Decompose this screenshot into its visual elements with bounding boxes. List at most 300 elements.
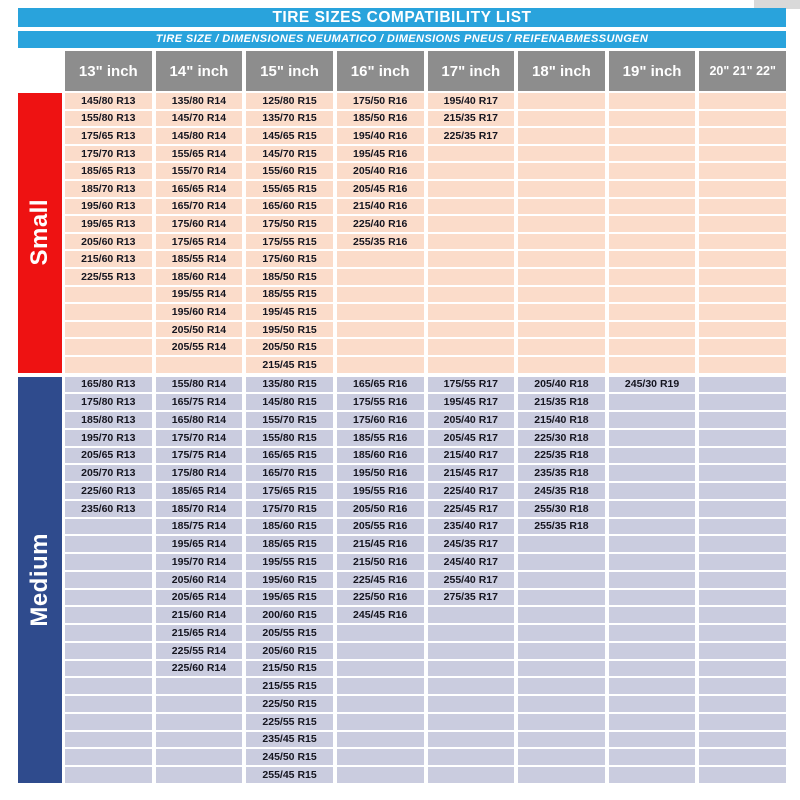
tire-size-cell: 205/45 R16 bbox=[337, 181, 424, 197]
tire-size-cell: 175/65 R14 bbox=[156, 234, 243, 250]
tire-size-cell bbox=[65, 607, 152, 623]
tire-column bbox=[518, 377, 605, 783]
tire-size-cell bbox=[518, 287, 605, 303]
tire-size-cell: 235/45 R15 bbox=[246, 732, 333, 748]
tire-size-cell bbox=[699, 163, 786, 179]
tire-size-cell: 205/65 R13 bbox=[65, 448, 152, 464]
tire-size-cell: 165/80 R14 bbox=[156, 412, 243, 428]
tire-size-cell bbox=[699, 93, 786, 109]
tire-size-cell bbox=[609, 146, 696, 162]
tire-size-cell: 225/60 R14 bbox=[156, 661, 243, 677]
tire-size-cell bbox=[337, 661, 424, 677]
tire-size-cell bbox=[65, 304, 152, 320]
tire-size-cell: 195/70 R13 bbox=[65, 430, 152, 446]
tire-size-cell bbox=[65, 590, 152, 606]
grid-small bbox=[65, 93, 786, 373]
tire-size-cell bbox=[699, 696, 786, 712]
tire-size-cell bbox=[699, 216, 786, 232]
tire-size-cell bbox=[156, 767, 243, 783]
tire-size-cell bbox=[518, 607, 605, 623]
tire-size-cell: 255/45 R15 bbox=[246, 767, 333, 783]
tire-size-cell bbox=[518, 714, 605, 730]
tire-size-cell bbox=[699, 181, 786, 197]
tire-size-cell bbox=[65, 661, 152, 677]
grid-medium bbox=[65, 377, 786, 783]
tire-size-cell bbox=[65, 714, 152, 730]
tire-size-cell: 165/75 R14 bbox=[156, 394, 243, 410]
tire-size-cell: 225/50 R16 bbox=[337, 590, 424, 606]
tire-size-cell: 155/80 R13 bbox=[65, 111, 152, 127]
tire-size-cell bbox=[518, 251, 605, 267]
tire-column bbox=[156, 377, 243, 783]
tire-size-cell bbox=[609, 322, 696, 338]
tire-size-cell: 195/45 R17 bbox=[428, 394, 515, 410]
tire-size-cell bbox=[609, 357, 696, 373]
tire-size-cell: 205/60 R13 bbox=[65, 234, 152, 250]
tire-size-cell bbox=[699, 483, 786, 499]
tire-size-cell: 215/40 R16 bbox=[337, 199, 424, 215]
tire-size-cell bbox=[609, 251, 696, 267]
tire-size-cell: 245/45 R16 bbox=[337, 607, 424, 623]
tire-size-cell bbox=[518, 216, 605, 232]
tire-size-cell bbox=[609, 216, 696, 232]
tire-size-cell: 215/35 R17 bbox=[428, 111, 515, 127]
tire-size-cell: 225/35 R18 bbox=[518, 448, 605, 464]
tire-size-cell bbox=[609, 661, 696, 677]
tire-size-cell: 225/35 R17 bbox=[428, 128, 515, 144]
tire-size-cell bbox=[699, 412, 786, 428]
tire-size-cell bbox=[699, 357, 786, 373]
tire-size-cell bbox=[156, 732, 243, 748]
column-header-row bbox=[65, 51, 786, 91]
tire-size-cell bbox=[609, 394, 696, 410]
tire-size-cell: 185/80 R13 bbox=[65, 412, 152, 428]
tire-size-cell bbox=[428, 339, 515, 355]
tire-size-cell bbox=[609, 128, 696, 144]
tire-size-cell bbox=[65, 643, 152, 659]
tire-size-cell: 165/70 R15 bbox=[246, 465, 333, 481]
tire-size-cell bbox=[609, 181, 696, 197]
tire-size-cell bbox=[428, 732, 515, 748]
tire-size-cell bbox=[699, 448, 786, 464]
tire-size-cell: 165/65 R14 bbox=[156, 181, 243, 197]
tire-size-cell: 200/60 R15 bbox=[246, 607, 333, 623]
section-small bbox=[18, 93, 786, 373]
tire-size-cell bbox=[699, 111, 786, 127]
tire-size-cell bbox=[609, 269, 696, 285]
tire-size-cell bbox=[428, 607, 515, 623]
tire-size-cell bbox=[699, 322, 786, 338]
tire-size-cell bbox=[699, 394, 786, 410]
tire-size-cell bbox=[428, 643, 515, 659]
tire-size-cell bbox=[518, 93, 605, 109]
tire-size-cell: 145/80 R15 bbox=[246, 394, 333, 410]
tire-size-cell bbox=[156, 696, 243, 712]
tire-size-cell bbox=[609, 696, 696, 712]
tire-size-cell bbox=[609, 111, 696, 127]
tire-size-cell bbox=[609, 643, 696, 659]
tire-size-cell: 185/50 R15 bbox=[246, 269, 333, 285]
tire-size-cell: 185/75 R14 bbox=[156, 519, 243, 535]
tire-size-cell bbox=[518, 749, 605, 765]
tire-size-cell bbox=[609, 572, 696, 588]
tire-size-cell bbox=[518, 590, 605, 606]
tire-size-cell bbox=[699, 536, 786, 552]
tire-size-cell: 165/80 R13 bbox=[65, 377, 152, 393]
tire-size-cell: 145/80 R13 bbox=[65, 93, 152, 109]
tire-size-cell bbox=[428, 661, 515, 677]
tire-size-cell: 215/40 R17 bbox=[428, 448, 515, 464]
tire-size-cell: 235/35 R18 bbox=[518, 465, 605, 481]
section-label-medium-text: Medium bbox=[26, 532, 53, 627]
tire-size-cell: 175/50 R15 bbox=[246, 216, 333, 232]
tire-size-cell bbox=[699, 554, 786, 570]
tire-size-cell: 165/65 R15 bbox=[246, 448, 333, 464]
tire-size-cell bbox=[65, 678, 152, 694]
tire-size-cell: 185/65 R15 bbox=[246, 536, 333, 552]
tire-size-cell: 155/60 R15 bbox=[246, 163, 333, 179]
tire-size-cell: 205/60 R14 bbox=[156, 572, 243, 588]
tire-size-cell bbox=[65, 767, 152, 783]
tire-size-cell: 225/45 R16 bbox=[337, 572, 424, 588]
tire-size-cell bbox=[699, 732, 786, 748]
tire-size-cell bbox=[337, 625, 424, 641]
tire-size-cell bbox=[428, 287, 515, 303]
tire-size-cell: 195/55 R16 bbox=[337, 483, 424, 499]
tire-size-cell: 145/65 R15 bbox=[246, 128, 333, 144]
tire-size-cell: 135/80 R15 bbox=[246, 377, 333, 393]
tire-size-cell: 225/55 R13 bbox=[65, 269, 152, 285]
tire-size-cell: 195/45 R16 bbox=[337, 146, 424, 162]
tire-size-cell bbox=[609, 678, 696, 694]
tire-size-cell: 205/45 R17 bbox=[428, 430, 515, 446]
tire-size-cell bbox=[518, 339, 605, 355]
tire-size-cell bbox=[65, 572, 152, 588]
tire-size-cell bbox=[699, 643, 786, 659]
tire-size-cell: 175/55 R17 bbox=[428, 377, 515, 393]
tire-size-cell bbox=[337, 357, 424, 373]
tire-size-cell: 175/70 R14 bbox=[156, 430, 243, 446]
column-header: 14" inch bbox=[156, 51, 243, 91]
tire-column bbox=[609, 93, 696, 373]
tire-column bbox=[156, 93, 243, 373]
tire-size-cell bbox=[518, 199, 605, 215]
tire-size-cell bbox=[337, 304, 424, 320]
tire-size-cell bbox=[699, 590, 786, 606]
tire-size-cell: 195/50 R15 bbox=[246, 322, 333, 338]
tire-size-cell bbox=[518, 146, 605, 162]
tire-size-cell bbox=[609, 448, 696, 464]
tire-size-cell bbox=[428, 714, 515, 730]
tire-size-cell bbox=[428, 696, 515, 712]
tire-size-cell bbox=[337, 732, 424, 748]
tire-size-cell bbox=[518, 357, 605, 373]
tire-size-cell: 215/65 R14 bbox=[156, 625, 243, 641]
tire-size-cell bbox=[65, 625, 152, 641]
tire-size-cell bbox=[699, 501, 786, 517]
tire-size-cell bbox=[428, 251, 515, 267]
tire-size-cell: 175/55 R15 bbox=[246, 234, 333, 250]
tire-size-cell: 195/45 R15 bbox=[246, 304, 333, 320]
tire-size-cell: 175/60 R14 bbox=[156, 216, 243, 232]
tire-size-cell: 195/60 R13 bbox=[65, 199, 152, 215]
tire-size-cell bbox=[518, 643, 605, 659]
tire-column bbox=[246, 93, 333, 373]
tire-size-cell bbox=[699, 287, 786, 303]
tire-size-cell bbox=[609, 93, 696, 109]
tire-size-cell: 185/60 R14 bbox=[156, 269, 243, 285]
tire-size-cell bbox=[699, 572, 786, 588]
column-header: 20" 21" 22" bbox=[699, 51, 786, 91]
page-title: TIRE SIZES COMPATIBILITY LIST bbox=[18, 8, 786, 27]
tire-size-cell: 225/50 R15 bbox=[246, 696, 333, 712]
tire-size-cell: 205/55 R14 bbox=[156, 339, 243, 355]
column-header: 17" inch bbox=[428, 51, 515, 91]
tire-size-cell: 205/50 R14 bbox=[156, 322, 243, 338]
tire-size-cell bbox=[337, 696, 424, 712]
tire-size-cell: 195/65 R15 bbox=[246, 590, 333, 606]
tire-size-cell bbox=[518, 111, 605, 127]
tire-size-cell bbox=[609, 590, 696, 606]
tire-size-cell bbox=[518, 767, 605, 783]
tire-size-cell bbox=[65, 696, 152, 712]
tire-size-cell bbox=[699, 251, 786, 267]
tire-size-cell: 215/55 R15 bbox=[246, 678, 333, 694]
tire-size-cell bbox=[156, 749, 243, 765]
tire-size-cell: 185/55 R16 bbox=[337, 430, 424, 446]
tire-size-cell: 165/70 R14 bbox=[156, 199, 243, 215]
tire-size-cell: 215/35 R18 bbox=[518, 394, 605, 410]
tire-size-cell bbox=[337, 767, 424, 783]
tire-size-cell bbox=[609, 714, 696, 730]
tire-size-cell: 155/65 R15 bbox=[246, 181, 333, 197]
tire-size-cell bbox=[609, 465, 696, 481]
tire-size-cell: 155/65 R14 bbox=[156, 146, 243, 162]
tire-size-cell bbox=[699, 625, 786, 641]
tire-column bbox=[699, 377, 786, 783]
tire-size-cell: 185/55 R14 bbox=[156, 251, 243, 267]
tire-size-cell: 175/55 R16 bbox=[337, 394, 424, 410]
tire-size-cell bbox=[609, 234, 696, 250]
tire-column bbox=[609, 377, 696, 783]
tire-size-cell: 275/35 R17 bbox=[428, 590, 515, 606]
column-header: 13" inch bbox=[65, 51, 152, 91]
tire-size-cell: 175/50 R16 bbox=[337, 93, 424, 109]
tire-size-cell bbox=[609, 607, 696, 623]
tire-size-cell bbox=[428, 199, 515, 215]
tire-size-cell: 185/65 R14 bbox=[156, 483, 243, 499]
tire-size-cell: 215/45 R17 bbox=[428, 465, 515, 481]
section-label-medium bbox=[18, 377, 62, 783]
tire-size-cell bbox=[518, 269, 605, 285]
tire-size-cell bbox=[65, 357, 152, 373]
tire-size-cell: 155/80 R14 bbox=[156, 377, 243, 393]
tire-size-cell bbox=[65, 287, 152, 303]
tire-size-cell bbox=[428, 767, 515, 783]
tire-size-cell bbox=[65, 554, 152, 570]
tire-size-cell: 175/65 R13 bbox=[65, 128, 152, 144]
tire-size-cell bbox=[428, 269, 515, 285]
tire-size-cell: 205/55 R16 bbox=[337, 519, 424, 535]
tire-size-cell bbox=[337, 322, 424, 338]
column-header: 16" inch bbox=[337, 51, 424, 91]
tire-size-cell bbox=[518, 572, 605, 588]
tire-size-cell bbox=[518, 625, 605, 641]
tire-size-cell bbox=[156, 678, 243, 694]
tire-size-cell bbox=[518, 304, 605, 320]
tire-size-cell: 155/70 R15 bbox=[246, 412, 333, 428]
column-header: 15" inch bbox=[246, 51, 333, 91]
tire-size-cell bbox=[699, 714, 786, 730]
tire-size-cell: 175/70 R15 bbox=[246, 501, 333, 517]
tire-size-cell: 205/65 R14 bbox=[156, 590, 243, 606]
tire-size-cell: 225/40 R17 bbox=[428, 483, 515, 499]
tire-size-cell bbox=[156, 357, 243, 373]
tire-size-cell bbox=[699, 377, 786, 393]
tire-size-cell bbox=[609, 625, 696, 641]
tire-size-cell bbox=[699, 607, 786, 623]
tire-size-cell bbox=[337, 269, 424, 285]
tire-size-cell bbox=[518, 322, 605, 338]
tire-size-cell: 135/70 R15 bbox=[246, 111, 333, 127]
tire-column bbox=[699, 93, 786, 373]
tire-size-cell bbox=[609, 339, 696, 355]
tire-size-cell: 245/50 R15 bbox=[246, 749, 333, 765]
tire-size-cell bbox=[428, 749, 515, 765]
tire-size-cell: 225/55 R14 bbox=[156, 643, 243, 659]
tire-size-cell bbox=[65, 749, 152, 765]
tire-size-cell bbox=[609, 304, 696, 320]
tire-size-cell: 125/80 R15 bbox=[246, 93, 333, 109]
tire-size-cell bbox=[609, 199, 696, 215]
tire-size-cell: 205/50 R15 bbox=[246, 339, 333, 355]
tire-size-cell: 195/50 R16 bbox=[337, 465, 424, 481]
tire-size-cell bbox=[518, 661, 605, 677]
tire-size-cell: 195/55 R15 bbox=[246, 554, 333, 570]
tire-size-cell bbox=[699, 430, 786, 446]
tire-size-cell: 255/35 R16 bbox=[337, 234, 424, 250]
tire-size-cell: 235/40 R17 bbox=[428, 519, 515, 535]
tire-size-cell: 145/80 R14 bbox=[156, 128, 243, 144]
tire-size-cell: 205/50 R16 bbox=[337, 501, 424, 517]
tire-size-cell bbox=[699, 749, 786, 765]
tire-size-cell: 205/70 R13 bbox=[65, 465, 152, 481]
tire-size-cell: 225/60 R13 bbox=[65, 483, 152, 499]
tire-size-cell: 215/40 R18 bbox=[518, 412, 605, 428]
section-label-small-text: Small bbox=[26, 199, 53, 267]
tire-size-cell bbox=[428, 678, 515, 694]
tire-size-cell: 195/55 R14 bbox=[156, 287, 243, 303]
tire-size-cell: 155/70 R14 bbox=[156, 163, 243, 179]
tire-size-cell bbox=[65, 339, 152, 355]
tire-size-cell: 215/60 R14 bbox=[156, 607, 243, 623]
tire-size-cell: 205/40 R16 bbox=[337, 163, 424, 179]
tire-size-cell: 195/65 R14 bbox=[156, 536, 243, 552]
tire-size-cell bbox=[518, 536, 605, 552]
tire-size-cell bbox=[699, 339, 786, 355]
tire-size-cell bbox=[699, 199, 786, 215]
tire-size-cell bbox=[518, 696, 605, 712]
tire-size-cell: 235/60 R13 bbox=[65, 501, 152, 517]
tire-size-cell bbox=[699, 465, 786, 481]
tire-size-cell: 215/60 R13 bbox=[65, 251, 152, 267]
tire-column bbox=[65, 93, 152, 373]
tire-size-cell bbox=[609, 554, 696, 570]
tire-size-cell bbox=[609, 163, 696, 179]
tire-size-cell: 175/80 R14 bbox=[156, 465, 243, 481]
tire-size-cell bbox=[337, 678, 424, 694]
section-medium bbox=[18, 377, 786, 783]
tire-column bbox=[428, 93, 515, 373]
tire-size-cell bbox=[609, 430, 696, 446]
tire-size-cell: 185/50 R16 bbox=[337, 111, 424, 127]
tire-size-cell bbox=[609, 287, 696, 303]
tire-size-cell bbox=[428, 216, 515, 232]
tire-size-cell: 225/40 R16 bbox=[337, 216, 424, 232]
table-subtitle: TIRE SIZE / DIMENSIONES NEUMATICO / DIMENSIONS PNEUS / REIFENABMESSUNGEN bbox=[18, 31, 786, 48]
tire-size-cell bbox=[518, 181, 605, 197]
tire-size-cell bbox=[699, 519, 786, 535]
tire-column bbox=[428, 377, 515, 783]
tire-size-cell: 255/30 R18 bbox=[518, 501, 605, 517]
tire-size-cell bbox=[65, 732, 152, 748]
section-label-small bbox=[18, 93, 62, 373]
tire-size-cell bbox=[337, 643, 424, 659]
tire-size-cell: 165/60 R15 bbox=[246, 199, 333, 215]
tire-size-cell bbox=[518, 163, 605, 179]
tire-size-cell: 155/80 R15 bbox=[246, 430, 333, 446]
tire-column bbox=[337, 377, 424, 783]
tire-size-cell: 205/40 R17 bbox=[428, 412, 515, 428]
tire-size-cell bbox=[428, 234, 515, 250]
tire-size-cell bbox=[518, 732, 605, 748]
tire-size-cell: 195/40 R17 bbox=[428, 93, 515, 109]
tire-size-cell: 185/65 R13 bbox=[65, 163, 152, 179]
tire-size-cell bbox=[699, 269, 786, 285]
tire-column bbox=[337, 93, 424, 373]
tire-size-cell bbox=[609, 767, 696, 783]
tire-size-cell: 175/60 R15 bbox=[246, 251, 333, 267]
tire-size-cell: 205/60 R15 bbox=[246, 643, 333, 659]
tire-size-cell bbox=[609, 412, 696, 428]
tire-size-cell: 165/65 R16 bbox=[337, 377, 424, 393]
tire-size-cell: 185/55 R15 bbox=[246, 287, 333, 303]
tire-size-cell bbox=[609, 536, 696, 552]
tire-size-cell: 195/40 R16 bbox=[337, 128, 424, 144]
tire-size-cell bbox=[518, 128, 605, 144]
tire-size-cell bbox=[428, 625, 515, 641]
tire-column bbox=[518, 93, 605, 373]
tire-size-cell: 245/35 R17 bbox=[428, 536, 515, 552]
tire-size-cell bbox=[609, 483, 696, 499]
column-header: 18" inch bbox=[518, 51, 605, 91]
tire-size-cell bbox=[428, 357, 515, 373]
tire-size-cell: 195/60 R14 bbox=[156, 304, 243, 320]
tire-size-cell: 215/50 R15 bbox=[246, 661, 333, 677]
tire-size-cell bbox=[609, 732, 696, 748]
tire-size-cell bbox=[65, 519, 152, 535]
tire-size-cell: 135/80 R14 bbox=[156, 93, 243, 109]
tire-size-cell: 215/45 R16 bbox=[337, 536, 424, 552]
tire-size-cell: 205/40 R18 bbox=[518, 377, 605, 393]
tire-size-cell bbox=[337, 714, 424, 730]
tire-size-cell: 175/75 R14 bbox=[156, 448, 243, 464]
tire-size-cell: 205/55 R15 bbox=[246, 625, 333, 641]
tire-size-cell: 175/70 R13 bbox=[65, 146, 152, 162]
tire-size-cell bbox=[518, 678, 605, 694]
tire-size-cell bbox=[337, 251, 424, 267]
tire-size-cell bbox=[699, 234, 786, 250]
